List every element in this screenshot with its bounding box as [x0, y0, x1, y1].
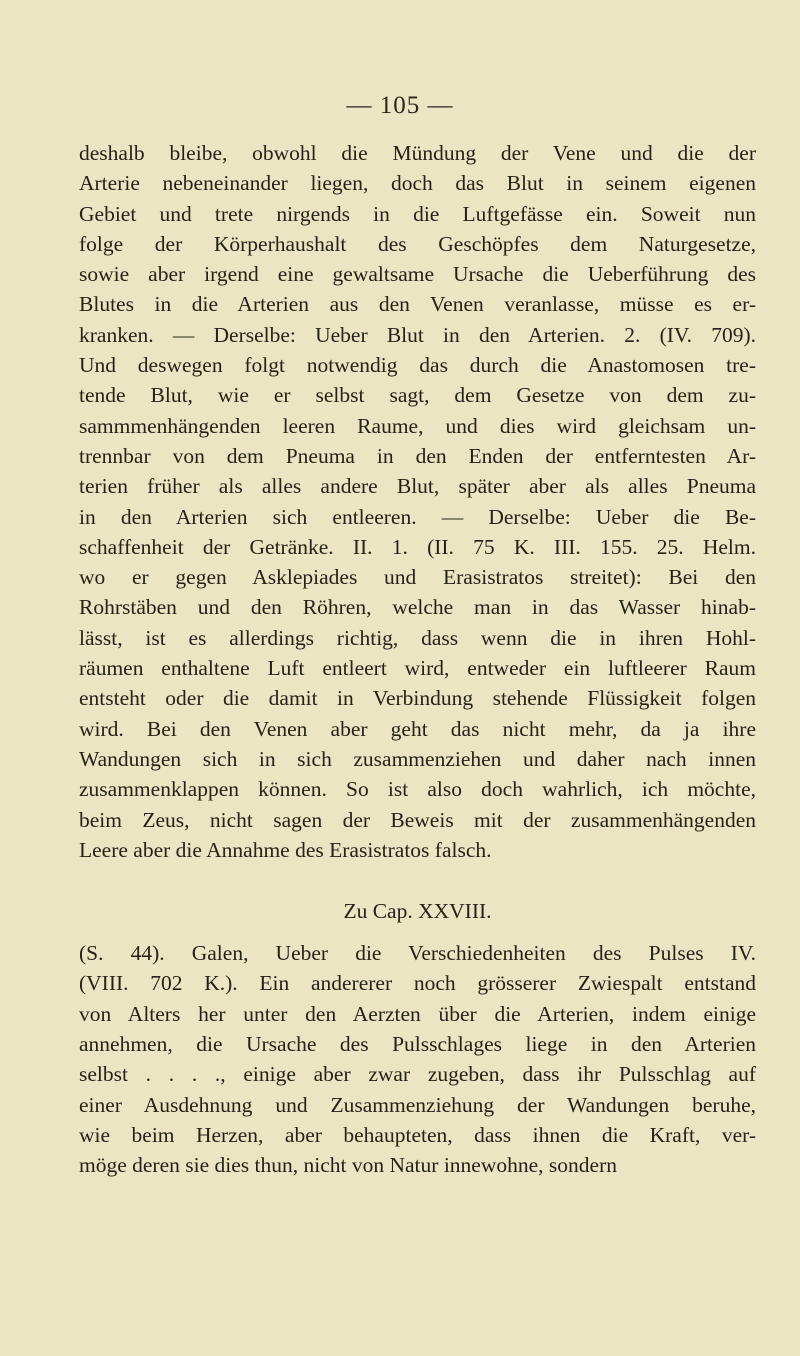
text-line: deshalb bleibe, obwohl die Mündung der Vene und die der: [79, 141, 756, 165]
text-line: selbst . . . ., einige aber zwar zugeben, dass ihr Pulsschlag auf: [79, 1062, 756, 1087]
text-line: Gebiet und trete nirgends in die Luftgefässe ein. Soweit nun: [79, 201, 756, 226]
text-line: zusammenklappen können. So ist also doch wahrlich, ich möchte,: [79, 777, 756, 802]
text-line: (S. 44). Galen, Ueber die Verschiedenheiten des Pulses IV.: [79, 941, 756, 966]
section-heading: Zu Cap. XXVIII.: [343, 899, 492, 924]
text-line: sammmenhängenden leeren Raume, und dies wird gleichsam un-: [79, 413, 756, 438]
text-line: terien früher als alles andere Blut, später aber als alles Pneuma: [79, 474, 756, 499]
text-line: Und deswegen folgt notwendig das durch die Anastomosen tre-: [79, 353, 756, 378]
text-line: Blutes in die Arterien aus den Venen veranlasse, müsse es er-: [79, 292, 756, 317]
page-number: — 105 —: [346, 92, 454, 119]
text-line: Rohrstäben und den Röhren, welche man in das Wasser hinab-: [79, 595, 756, 620]
text-line: tende Blut, wie er selbst sagt, dem Gesetze von dem zu-: [79, 383, 756, 408]
text-line: in den Arterien sich entleeren. — Derselbe: Ueber die Be-: [79, 504, 756, 529]
text-line: wird. Bei den Venen aber geht das nicht mehr, da ja ihre: [79, 716, 756, 741]
text-line: räumen enthaltene Luft entleert wird, entweder ein luftleerer Raum: [79, 656, 756, 681]
text-line: Leere aber die Annahme des Erasistratos falsch.: [79, 837, 492, 862]
text-line: entsteht oder die damit in Verbindung stehende Flüssigkeit folgen: [79, 686, 756, 711]
text-line: wo er gegen Asklepiades und Erasistratos streitet): Bei den: [79, 565, 756, 590]
text-line: kranken. — Derselbe: Ueber Blut in den Arterien. 2. (IV. 709).: [79, 322, 756, 347]
text-line: folge der Körperhaushalt des Geschöpfes dem Naturgesetze,: [79, 231, 756, 256]
text-line: sowie aber irgend eine gewaltsame Ursache die Ueberführung des: [79, 262, 756, 287]
text-line: lässt, ist es allerdings richtig, dass wenn die in ihren Hohl-: [79, 625, 756, 650]
text-line: (VIII. 702 K.). Ein andererer noch grösserer Zwiespalt entstand: [79, 971, 756, 996]
text-line: beim Zeus, nicht sagen der Beweis mit der zusammenhängenden: [79, 807, 756, 832]
text-line: möge deren sie dies thun, nicht von Natur innewohne, sondern: [79, 1153, 617, 1178]
text-line: Wandungen sich in sich zusammenziehen und daher nach innen: [79, 746, 756, 771]
text-line: annehmen, die Ursache des Pulsschlages liege in den Arterien: [79, 1032, 756, 1057]
text-line: Arterie nebeneinander liegen, doch das Blut in seinem eigenen: [79, 171, 756, 196]
paragraph-2: [79, 938, 756, 1180]
text-line: wie beim Herzen, aber behaupteten, dass ihnen die Kraft, ver-: [79, 1122, 756, 1147]
paragraph-1: [79, 138, 756, 865]
text-line: von Alters her unter den Aerzten über die Arterien, indem einige: [79, 1001, 756, 1026]
body-text: [79, 138, 756, 1181]
text-line: schaffenheit der Getränke. II. 1. (II. 75 K. III. 155. 25. Helm.: [79, 534, 756, 559]
text-line: trennbar von dem Pneuma in den Enden der entferntesten Ar-: [79, 443, 756, 468]
text-line: einer Ausdehnung und Zusammenziehung der Wandungen beruhe,: [79, 1092, 756, 1117]
